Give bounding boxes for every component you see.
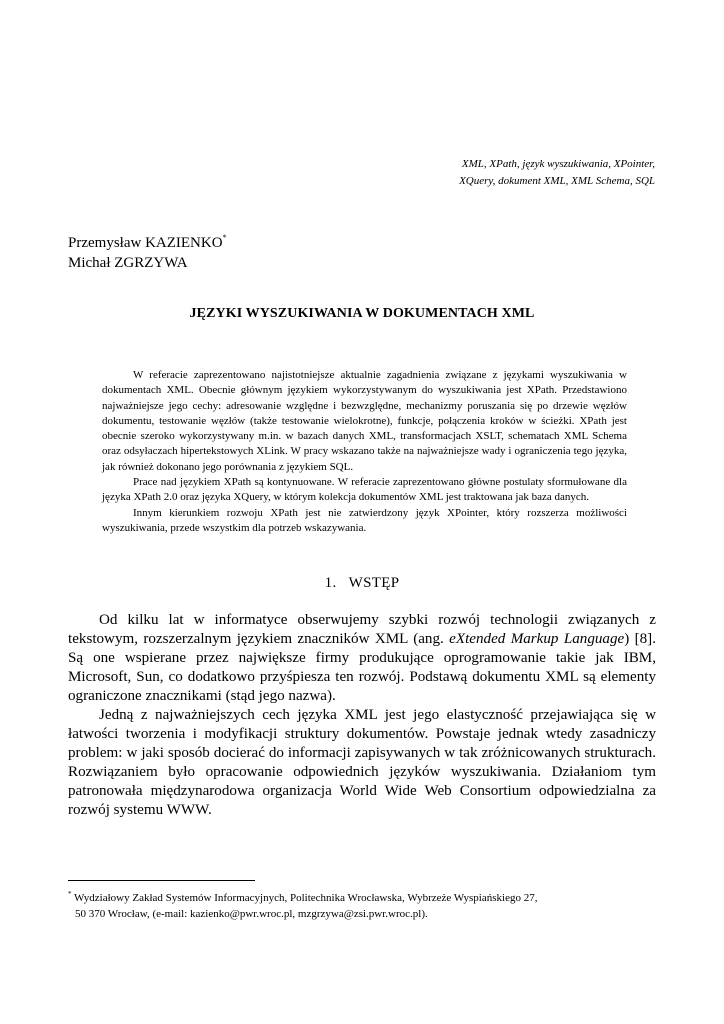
author-1 xyxy=(68,228,227,253)
authors xyxy=(68,228,227,273)
abstract-paragraph-2: Prace nad językiem XPath są kontynuowane. W referacie zaprezentowano główne postulaty sformułowane dla języka XPath 2.0 oraz języka XQuery, w którym kolekcja dokumentów XML jest traktowana jak baza danych. xyxy=(102,476,627,504)
section-number: 1. xyxy=(324,575,337,591)
section-title: WSTĘP xyxy=(348,575,400,591)
footnote xyxy=(68,887,656,922)
section-heading xyxy=(68,575,656,592)
author-1-name: Przemysław KAZIENKO xyxy=(68,235,223,251)
author-1-footnote-mark: * xyxy=(222,233,227,242)
keywords-line-2: XQuery, dokument XML, XML Schema, SQL xyxy=(459,175,655,187)
paper-title: JĘZYKI WYSZUKIWANIA W DOKUMENTACH XML xyxy=(189,306,535,321)
body-paragraph-2: Jedną z najważniejszych cech języka XML jest jego elastyczność przejawiająca się w łatwości tworzenia i modyfikacji struktury dokumentów. Powstaje jednak wtedy zasadniczy problem: w jaki sposób docierać do informacji zapisywanych w tak zróżnicowanych strukturach. Rozwiązaniem było opracowanie odpowiednich języków wyszukiwania. Działaniom tym patronowała międzynarodowa organizacja World Wide Web Consortium odpowiedzialna za rozwój systemu WWW. xyxy=(68,707,656,818)
footnote-line-2: 50 370 Wrocław, (e-mail: kazienko@pwr.wroc.pl, mzgrzywa@zsi.pwr.wroc.pl). xyxy=(75,907,428,920)
author-2: Michał ZGRZYWA xyxy=(68,255,188,271)
body-text xyxy=(68,611,656,820)
keywords xyxy=(315,156,655,190)
xml-expansion: eXtended Markup Language xyxy=(449,631,625,647)
footnote-affiliation: Wydziałowy Zakład Systemów Informacyjnych, Politechnika Wrocławska, Wybrzeże Wyspiańskiego 27, xyxy=(71,892,538,904)
body-paragraph-1 xyxy=(68,611,656,706)
footnote-line-1 xyxy=(68,887,656,907)
keywords-line-1: XML, XPath, język wyszukiwania, XPointer, xyxy=(461,158,655,170)
body-paragraph-1-end: ) [8]. Są one wspierane przez największe firmy produkujące oprogramowanie takie jak IBM, Microsoft, Sun, co dodatkowo przyśpiesza ten rozwój. Podstawą dokumentu XML są elementy ograniczone znacznikami (stąd jego nazwa). xyxy=(68,631,656,704)
abstract xyxy=(102,368,627,536)
footnote-mark: * xyxy=(68,890,72,898)
body-paragraph-1-start: Od kilku lat w informatyce obserwujemy szybki rozwój technologii związanych z tekstowym, rozszerzalnym językiem znaczników XML (ang. xyxy=(68,612,656,647)
abstract-paragraph-3: Innym kierunkiem rozwoju XPath jest nie zatwierdzony język XPointer, który rozszerza możliwości wyszukiwania, przede wszystkim dla potrzeb wskazywania. xyxy=(102,506,627,534)
abstract-paragraph-1: W referacie zaprezentowano najistotniejsze aktualnie zagadnienia związane z językami wyszukiwania w dokumentach XML. Obecnie głównym językiem wykorzystywanym do wyszukiwania jest XPath. Przedstawiono najważniejsze jego cechy: adresowanie względne i bezwzględne, mechanizmy poruszania się po drzewie węzłów dokumentu, testowanie węzłów (także testowanie wielokrotne), funkcje, połączenia kroków w ścieżki. XPath jest obecnie szeroko wykorzystywany m.in. w bazach danych XML, transformacjach XSLT, schematach XML Schema oraz odsyłaczach hipertekstowych XLink. W pracy wskazano także na najważniejsze wady i ograniczenia tego języka, jak również dokonano jego porównania z językiem SQL. xyxy=(102,369,627,473)
footnote-separator xyxy=(68,880,255,881)
